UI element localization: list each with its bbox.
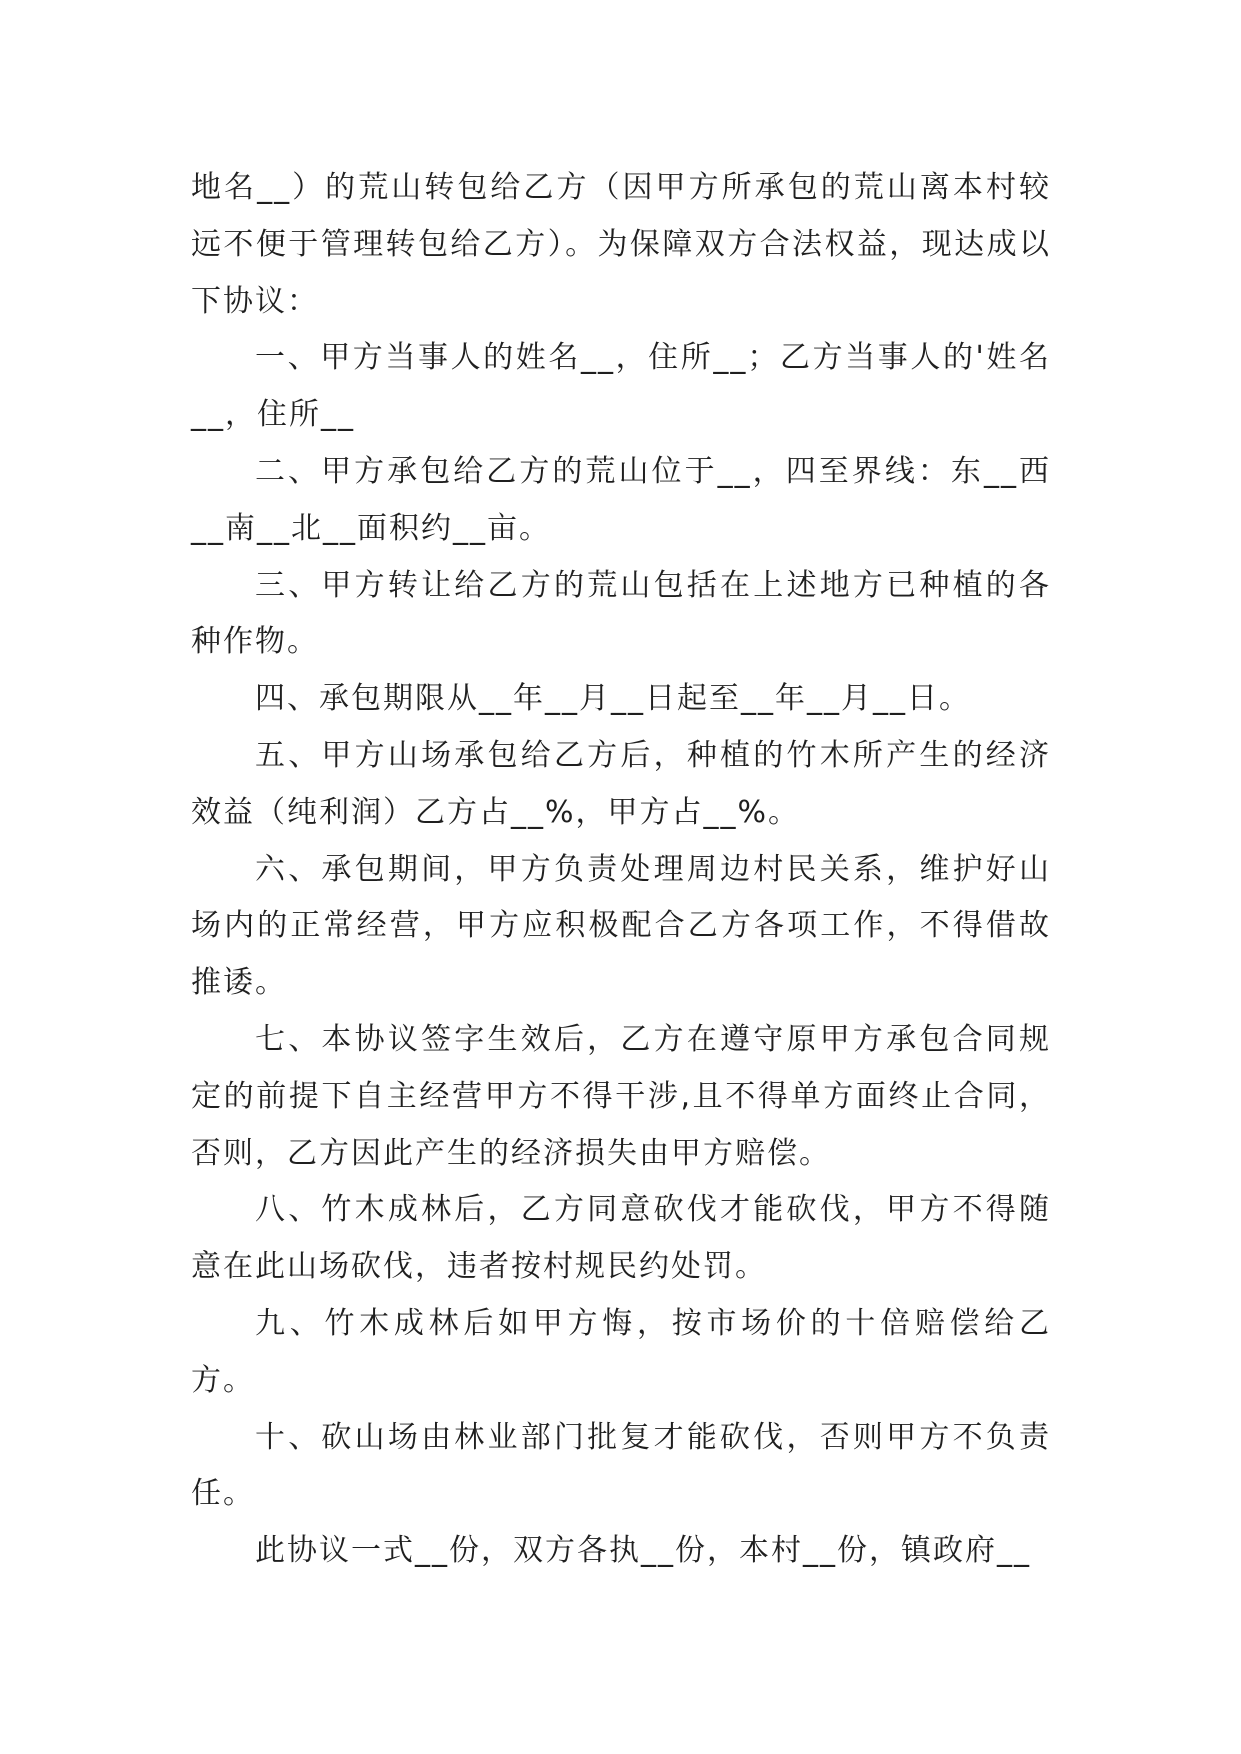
paragraph-clause-3: 三、甲方转让给乙方的荒山包括在上述地方已种植的各种作物。: [191, 567, 1051, 660]
paragraph-clause-9: 九、竹木成林后如甲方悔，按市场价的十倍赔偿给乙方。: [191, 1305, 1051, 1398]
paragraph-clause-8: 八、竹木成林后，乙方同意砍伐才能砍伐，甲方不得随意在此山场砍伐，违者按村规民约处罚。: [191, 1192, 1051, 1285]
paragraph-clause-10: 十、砍山场由林业部门批复才能砍伐，否则甲方不负责任。: [191, 1419, 1051, 1512]
paragraph-clause-1: 一、甲方当事人的姓名__，住所__；乙方当事人的'姓名__，住所__: [191, 340, 1051, 433]
paragraph-clause-2: 二、甲方承包给乙方的荒山位于__，四至界线：东__西__南__北__面积约__亩。: [191, 453, 1051, 546]
document-body: [191, 160, 1051, 1580]
paragraph-intro: 地名__）的荒山转包给乙方（因甲方所承包的荒山离本村较远不便于管理转包给乙方）。为保障双方合法权益，现达成以下协议：: [191, 170, 1051, 319]
paragraph-clause-4: 四、承包期限从__年__月__日起至__年__月__日。: [255, 681, 971, 717]
paragraph-clause-5: 五、甲方山场承包给乙方后，种植的竹木所产生的经济效益（纯利润）乙方占__%，甲方占__%。: [191, 737, 1051, 830]
paragraph-clause-6: 六、承包期间，甲方负责处理周边村民关系，维护好山场内的正常经营，甲方应积极配合乙方各项工作，不得借故推诿。: [191, 851, 1051, 1001]
paragraph-copies: 此协议一式__份，双方各执__份，本村__份，镇政府__: [255, 1533, 1031, 1569]
paragraph-clause-7: 七、本协议签字生效后，乙方在遵守原甲方承包合同规定的前提下自主经营甲方不得干涉,且不得单方面终止合同，否则，乙方因此产生的经济损失由甲方赔偿。: [191, 1021, 1051, 1171]
